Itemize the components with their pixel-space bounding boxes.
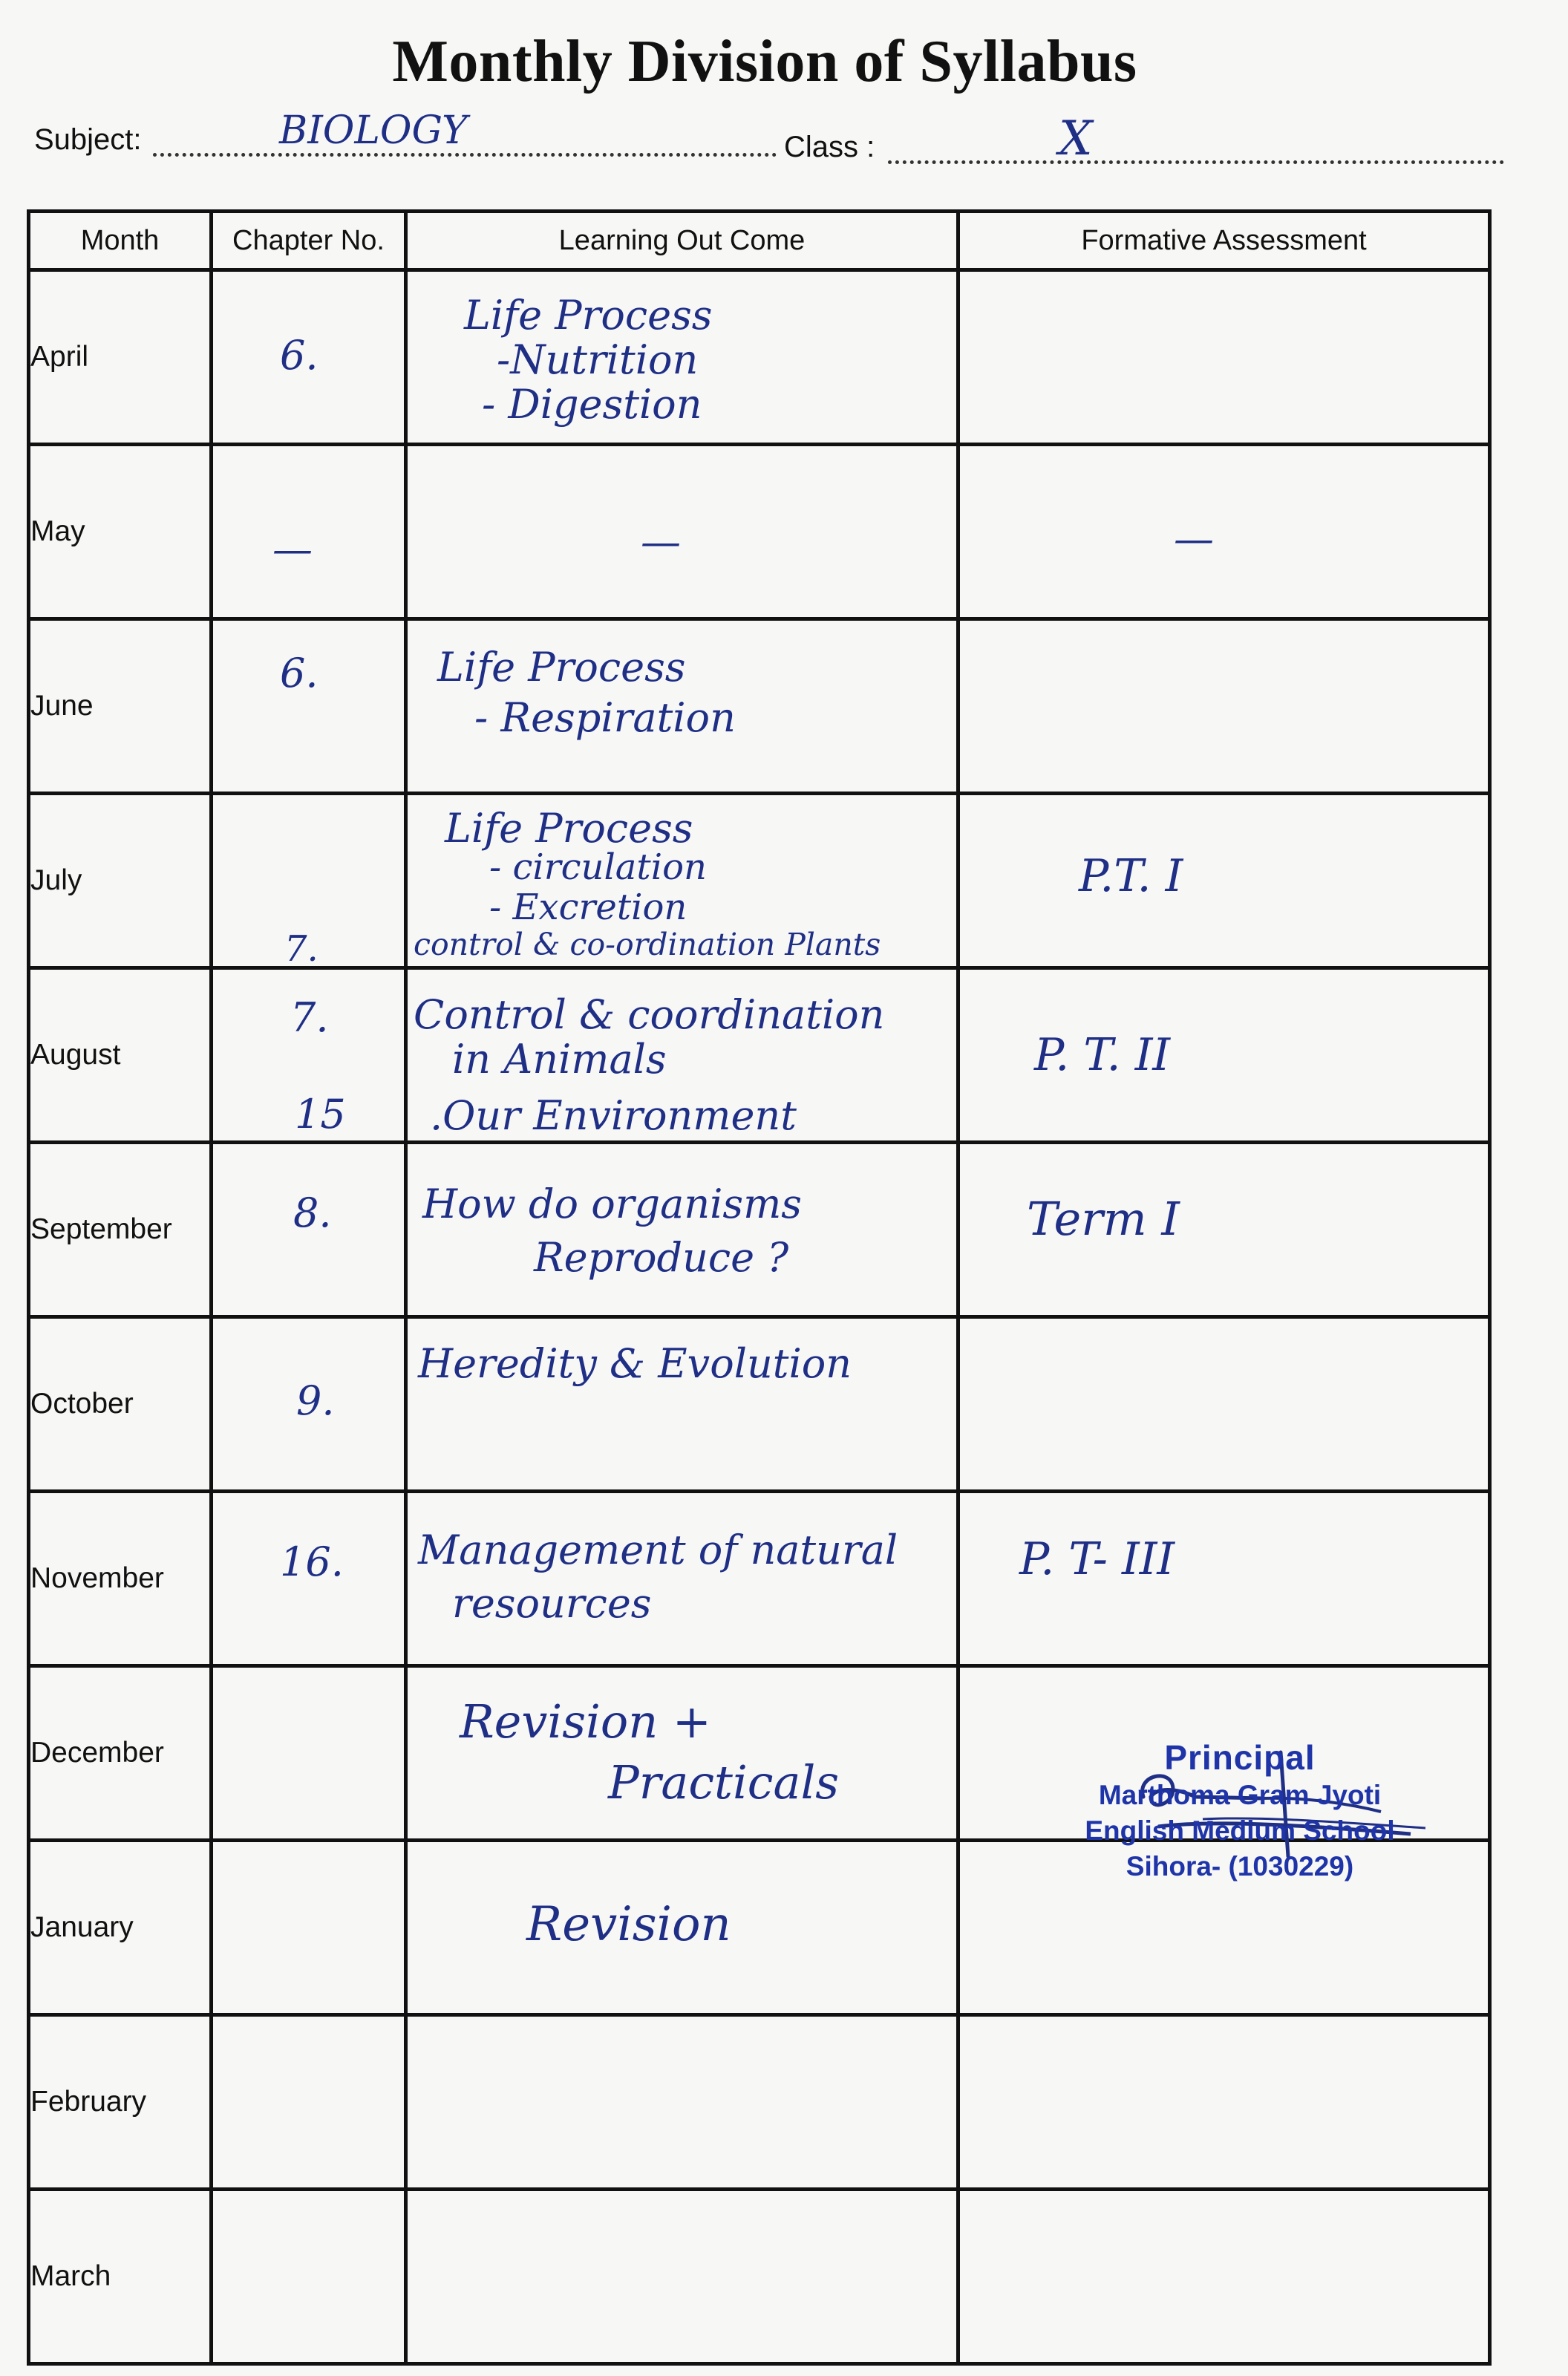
stamp-title: Principal (1164, 1738, 1316, 1777)
chapter-value: 6. (280, 332, 318, 379)
chapter-value: 6. (280, 650, 318, 696)
assessment-cell (958, 794, 1490, 968)
table-row (29, 968, 1490, 1143)
assessment-cell (958, 1492, 1490, 1666)
outcome-line: — (641, 518, 681, 565)
chapter-value: 15 (295, 1091, 346, 1138)
chapter-cell (212, 968, 406, 1143)
subject-value: BIOLOGY (279, 108, 468, 153)
outcome-line: -Nutrition (497, 336, 699, 383)
outcome-line: Life Process (464, 292, 713, 339)
outcome-line: .Our Environment (430, 1092, 797, 1139)
month-cell: February (29, 2015, 212, 2190)
assessment-cell (958, 1143, 1490, 1317)
assessment-cell (958, 968, 1490, 1143)
outcome-line: in Animals (452, 1036, 667, 1083)
outcome-cell (406, 1143, 958, 1317)
stamp-line: English Medium School (1085, 1815, 1395, 1846)
table-row (29, 2190, 1490, 2364)
month-cell: October (29, 1317, 212, 1492)
table-row (29, 2015, 1490, 2190)
outcome-line: - Digestion (482, 381, 702, 428)
chapter-cell (212, 794, 406, 968)
assessment-cell (958, 445, 1490, 619)
month-cell: July (29, 794, 212, 968)
outcome-line: - Respiration (474, 694, 736, 741)
month-cell: December (29, 1666, 212, 1841)
outcome-line: Heredity & Evolution (418, 1340, 852, 1387)
outcome-line: resources (452, 1580, 652, 1627)
outcome-cell (406, 619, 958, 794)
month-cell: September (29, 1143, 212, 1317)
outcome-line: - Excretion (489, 887, 687, 928)
month-cell: June (29, 619, 212, 794)
chapter-cell (212, 1841, 406, 2015)
outcome-cell (406, 1666, 958, 1841)
table-header-row (29, 212, 1490, 270)
table-row (29, 270, 1490, 445)
assessment-value: — (1174, 515, 1214, 562)
table-row (29, 1492, 1490, 1666)
table-row (29, 1143, 1490, 1317)
assessment-value: Term I (1027, 1192, 1180, 1246)
chapter-cell (212, 1317, 406, 1492)
meta-row (34, 108, 1482, 169)
outcome-cell (406, 968, 958, 1143)
month-cell: January (29, 1841, 212, 2015)
assessment-cell (958, 270, 1490, 445)
chapter-cell (212, 1666, 406, 1841)
table-row (29, 1317, 1490, 1492)
assessment-value: P.T. I (1079, 850, 1183, 902)
chapter-value: 7. (284, 928, 318, 970)
page-title: Monthly Division of Syllabus (392, 29, 1137, 94)
header-outcome: Learning Out Come (406, 212, 958, 270)
outcome-line: Life Process (445, 805, 693, 852)
header-chapter: Chapter No. (212, 212, 406, 270)
class-label: Class : (784, 131, 875, 163)
outcome-cell (406, 2190, 958, 2364)
stamp-line: Marthoma Gram Jyoti (1098, 1780, 1382, 1810)
header-assessment: Formative Assessment (958, 212, 1490, 270)
chapter-cell (212, 270, 406, 445)
chapter-cell (212, 619, 406, 794)
chapter-cell (212, 2190, 406, 2364)
table-row (29, 794, 1490, 968)
outcome-line: Practicals (608, 1755, 840, 1809)
month-cell: August (29, 968, 212, 1143)
chapter-value: 16. (280, 1538, 344, 1585)
class-dotted-line (888, 160, 1504, 164)
chapter-value: — (272, 526, 313, 572)
outcome-cell (406, 1317, 958, 1492)
outcome-line: Reproduce ? (534, 1234, 789, 1281)
outcome-cell (406, 2015, 958, 2190)
outcome-cell (406, 794, 958, 968)
subject-dotted-line (153, 153, 777, 157)
stamp-line: Sihora- (1030229) (1126, 1851, 1354, 1881)
outcome-line: - circulation (489, 846, 707, 888)
outcome-cell (406, 445, 958, 619)
outcome-cell (406, 1841, 958, 2015)
outcome-cell (406, 1492, 958, 1666)
outcome-line: Revision (526, 1897, 731, 1952)
outcome-line: control & co-ordination Plants (414, 927, 881, 962)
outcome-cell (406, 270, 958, 445)
month-cell: April (29, 270, 212, 445)
month-cell: November (29, 1492, 212, 1666)
outcome-line: How do organisms (422, 1181, 802, 1227)
outcome-line: Management of natural (418, 1527, 898, 1573)
chapter-value: 8. (293, 1189, 332, 1236)
table-row (29, 619, 1490, 794)
chapter-cell (212, 2015, 406, 2190)
syllabus-table (27, 209, 1492, 2366)
assessment-cell (958, 1317, 1490, 1492)
assessment-value: P. T. II (1034, 1029, 1171, 1081)
month-cell: March (29, 2190, 212, 2364)
assessment-cell (958, 2015, 1490, 2190)
assessment-cell (958, 619, 1490, 794)
principal-stamp (1002, 1737, 1477, 1884)
outcome-line: Revision + (460, 1694, 711, 1749)
outcome-line: Life Process (437, 644, 686, 691)
assessment-cell (958, 2190, 1490, 2364)
chapter-value: 9. (296, 1377, 335, 1424)
assessment-value: P. T- III (1019, 1533, 1175, 1585)
chapter-value: 7. (290, 994, 329, 1041)
chapter-cell (212, 445, 406, 619)
chapter-cell (212, 1143, 406, 1317)
outcome-line: Control & coordination (414, 991, 885, 1038)
subject-label: Subject: (34, 123, 142, 156)
month-cell: May (29, 445, 212, 619)
header-month: Month (29, 212, 212, 270)
table-row (29, 445, 1490, 619)
class-value: X (1059, 111, 1093, 166)
chapter-cell (212, 1492, 406, 1666)
